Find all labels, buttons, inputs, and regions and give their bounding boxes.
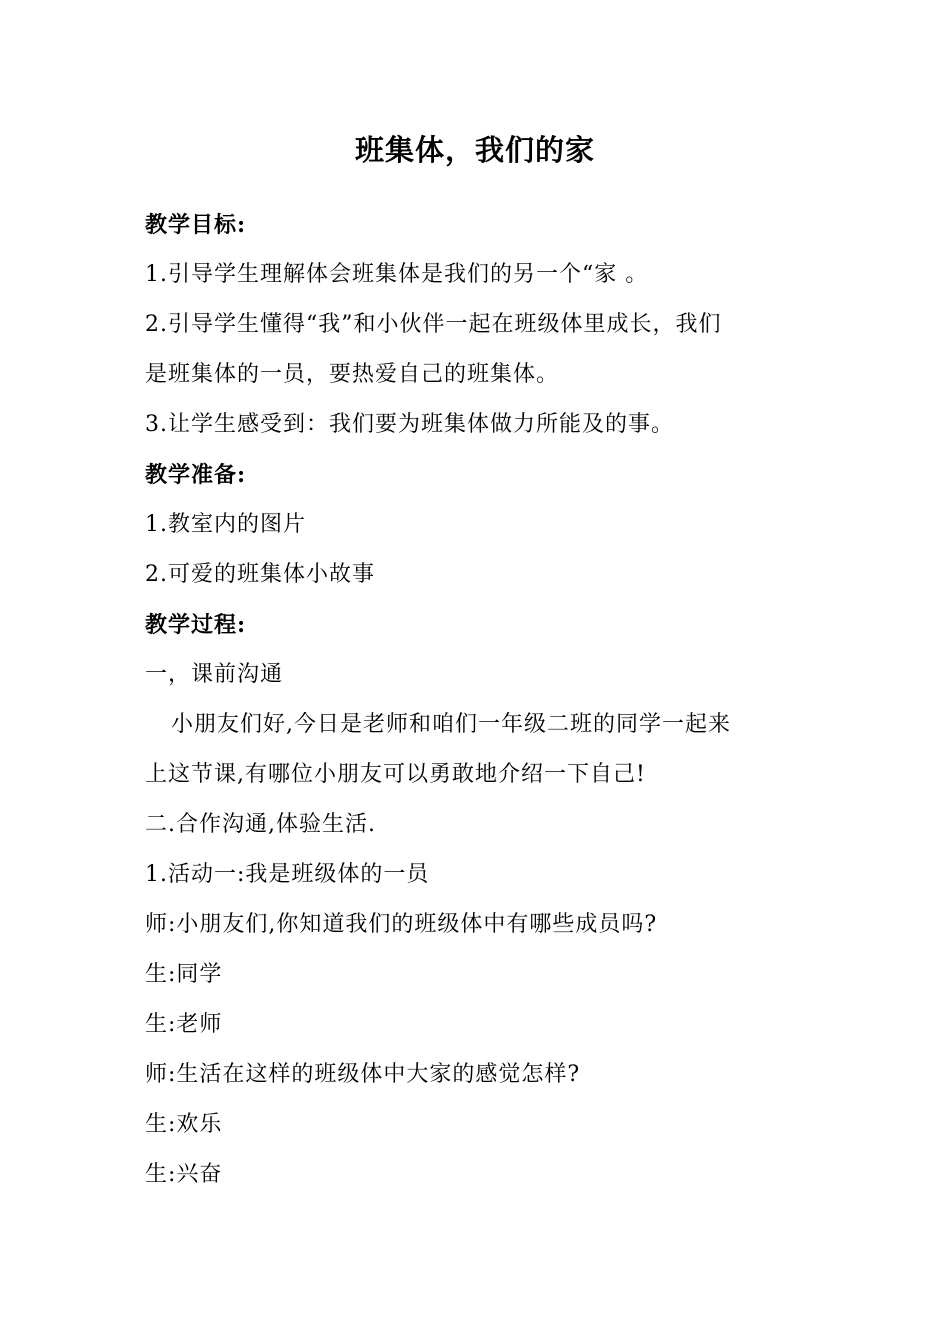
section-heading-process: 教学过程:: [145, 612, 247, 638]
paragraph-line: 2.引导学生懂得“我”和小伙伴一起在班级体里成长，我们: [145, 312, 722, 337]
paragraph-line: 1.活动一:我是班级体的一员: [145, 862, 430, 887]
paragraph-line: 1.教室内的图片: [145, 512, 306, 537]
paragraph-line: 二.合作沟通,体验生活.: [145, 812, 376, 837]
paragraph-line: 1.引导学生理解体会班集体是我们的另一个“家 。: [145, 262, 649, 287]
document-body: [145, 200, 815, 1200]
section-heading-objectives: 教学目标:: [145, 212, 247, 238]
dialogue-line: 师:生活在这样的班级体中大家的感觉怎样?: [145, 1062, 581, 1087]
section-heading-preparation: 教学准备:: [145, 462, 247, 488]
dialogue-line: 生:老师: [145, 1012, 223, 1037]
dialogue-line: 生:兴奋: [145, 1162, 223, 1187]
dialogue-line: 生:欢乐: [145, 1112, 223, 1137]
paragraph-line: 上这节课,有哪位小朋友可以勇敢地介绍一下自己!: [145, 762, 646, 787]
document-title: 班集体，我们的家: [354, 133, 595, 167]
dialogue-line: 师:小朋友们,你知道我们的班级体中有哪些成员吗?: [145, 912, 658, 937]
paragraph-line: 小朋友们好,今日是老师和咱们一年级二班的同学一起来: [171, 712, 731, 737]
paragraph-line: 3.让学生感受到：我们要为班集体做力所能及的事。: [145, 412, 674, 437]
dialogue-line: 生:同学: [145, 962, 223, 987]
paragraph-line: 是班集体的一员，要热爱自己的班集体。: [145, 362, 560, 387]
paragraph-line: 一，课前沟通: [145, 662, 284, 687]
paragraph-line: 2.可爱的班集体小故事: [145, 562, 375, 587]
